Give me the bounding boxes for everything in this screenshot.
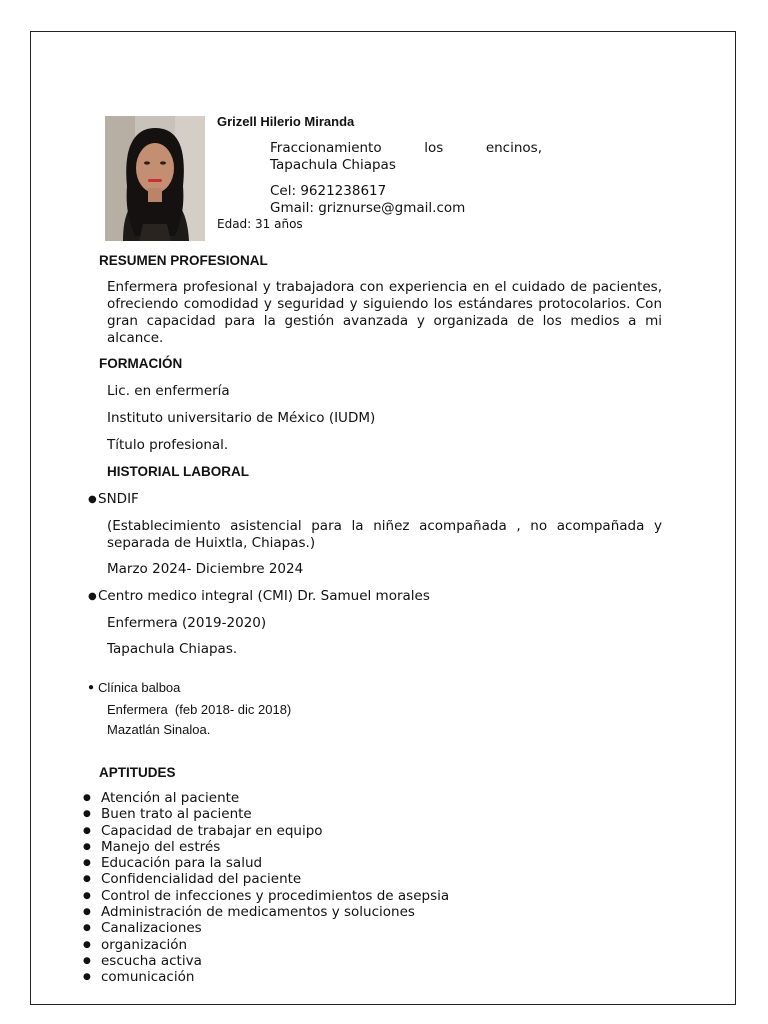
list-item: ● Buen trato al paciente: [83, 806, 252, 823]
address: [270, 140, 542, 174]
bullet-icon: ●: [83, 923, 91, 934]
job-location: Tapachula Chiapas.: [107, 641, 238, 657]
education-item: Lic. en enfermería: [107, 383, 230, 399]
address-word: los: [424, 140, 444, 156]
bullet-icon: ●: [83, 972, 91, 983]
address-word: Fraccionamiento: [270, 140, 382, 156]
job-title: Clínica balboa: [98, 680, 181, 695]
list-item: ● Canalizaciones: [83, 920, 202, 937]
summary-text: Enfermera profesional y trabajadora con experiencia en el cuidado de pacientes, ofreciendo comodidad y seguridad y siguiendo los estándares protocolarios. Con gran capacidad para la gestión avanzada y organizada de los medios a mi alcance.: [107, 279, 662, 346]
education-item: Instituto universitario de México (IUDM): [107, 410, 376, 426]
job-description: (Establecimiento asistencial para la niñez acompañada , no acompañada y separada de Huixtla, Chiapas.): [107, 518, 662, 551]
summary-heading: RESUMEN PROFESIONAL: [99, 253, 268, 268]
bullet-icon: ●: [83, 793, 91, 803]
bullet-icon: ●: [83, 890, 91, 901]
job-role: Enfermera (feb 2018- dic 2018): [107, 702, 292, 717]
list-item: ● Educación para la salud: [83, 855, 263, 872]
bullet-icon: ●: [83, 809, 91, 820]
skills-list: [83, 790, 449, 986]
address-city: Tapachula Chiapas: [270, 157, 396, 173]
contact-info: [270, 183, 465, 217]
bullet-icon: ●: [88, 494, 97, 505]
work-heading: HISTORIAL LABORAL: [107, 464, 250, 479]
email-address: Gmail: griznurse@gmail.com: [270, 200, 466, 216]
education-heading: FORMACIÓN: [99, 356, 183, 371]
list-item: ● escucha activa: [83, 952, 202, 969]
list-item: ● Administración de medicamentos y soluciones: [83, 904, 415, 921]
bullet-icon: ●: [83, 955, 91, 966]
job-role: Enfermera (2019-2020): [107, 615, 267, 631]
job-location: Mazatlán Sinaloa.: [107, 722, 211, 737]
age: Edad: 31 años: [217, 217, 303, 231]
list-item: ● Capacidad de trabajar en equipo: [83, 822, 323, 839]
address-word: encinos,: [485, 140, 542, 156]
candidate-name: Grizell Hilerio Miranda: [217, 114, 355, 129]
bullet-icon: ●: [83, 939, 91, 950]
bullet-icon: ●: [83, 907, 91, 918]
list-item: ● Confidencialidad del paciente: [83, 871, 302, 888]
bullet-icon: ●: [83, 858, 91, 869]
profile-photo-image: [105, 116, 205, 241]
bullet-icon: ●: [83, 841, 91, 852]
job-title: SNDIF: [98, 491, 139, 507]
list-item: ● Control de infecciones y procedimientos de asepsia: [83, 887, 450, 904]
list-item: ● comunicación: [83, 969, 195, 986]
job-dates: Marzo 2024- Diciembre 2024: [107, 561, 304, 577]
bullet-icon: ●: [83, 874, 91, 885]
list-item: ● Manejo del estrés: [83, 838, 221, 855]
list-item: ● Atención al paciente: [83, 790, 240, 806]
skills-heading: APTITUDES: [99, 765, 176, 780]
job-title: Centro medico integral (CMI) Dr. Samuel morales: [98, 588, 430, 604]
bullet-icon: ●: [88, 591, 97, 602]
list-item: ● organización: [83, 936, 188, 953]
bullet-icon: ●: [88, 682, 95, 693]
bullet-icon: ●: [83, 825, 91, 836]
job-title-row: [88, 679, 180, 696]
profile-photo: [105, 116, 205, 241]
job-title-row: [88, 588, 430, 605]
resume-page: [30, 31, 736, 1005]
phone-number: Cel: 9621238617: [270, 183, 387, 199]
job-title-row: [88, 491, 139, 508]
education-item: Título profesional.: [107, 437, 229, 453]
